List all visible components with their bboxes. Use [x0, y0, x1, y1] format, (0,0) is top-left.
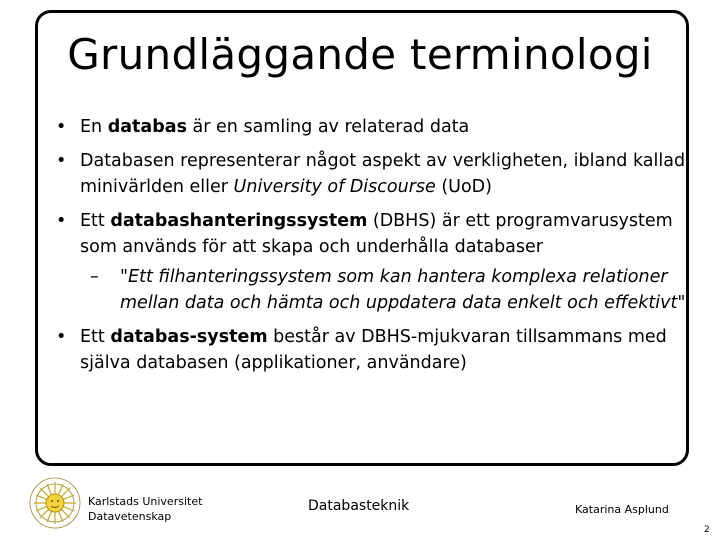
department-name: Datavetenskap: [88, 510, 172, 523]
slide-title: Grundläggande terminologi: [67, 30, 653, 79]
term-databas: databas: [107, 117, 187, 137]
bullet-text: är en samling av relaterad data: [186, 117, 470, 137]
bullet-item: [52, 114, 692, 140]
term-dbhs: databashanteringssystem: [110, 211, 368, 231]
term-databas-system: databas-system: [110, 327, 268, 347]
bullet-symbol: •: [56, 117, 67, 137]
bullet-item: [52, 148, 692, 200]
bullet-symbol: •: [56, 327, 67, 347]
dash-symbol: –: [90, 267, 99, 287]
bullet-text: Ett: [80, 211, 111, 231]
bullet-text: Ett: [80, 327, 111, 347]
sun-seal-icon: [28, 476, 82, 530]
page-number: 2: [704, 525, 710, 535]
bullet-item: [52, 208, 692, 316]
bullet-item: [52, 324, 692, 376]
university-label: [88, 494, 202, 524]
bullet-text: Databasen representerar något aspekt av verkligheten, ibland kallad minivärlden eller: [80, 151, 686, 197]
author-name: Katarina Asplund: [575, 503, 669, 516]
course-name: Databasteknik: [308, 498, 410, 514]
bullet-text: består av DBHS-mjukvaran tillsammans med själva databasen (applikationer, användare): [80, 327, 667, 373]
university-name: Karlstads Universitet: [88, 495, 203, 508]
bullet-symbol: •: [56, 151, 67, 171]
term-uod: University of Discourse: [233, 177, 436, 197]
sub-item: [90, 264, 692, 316]
bullet-text: (UoD): [435, 177, 492, 197]
bullet-text: En: [80, 117, 108, 137]
bullet-text: (DBHS) är ett programvarusystem som används för att skapa och underhålla databaser: [80, 211, 673, 257]
bullet-symbol: •: [56, 211, 67, 231]
sub-text: "Ett filhanteringssystem som kan hantera komplexa relationer mellan data och hämta och uppdatera data enkelt och effektivt": [120, 267, 686, 313]
bullet-list: [52, 114, 692, 384]
sub-list: [80, 264, 692, 316]
